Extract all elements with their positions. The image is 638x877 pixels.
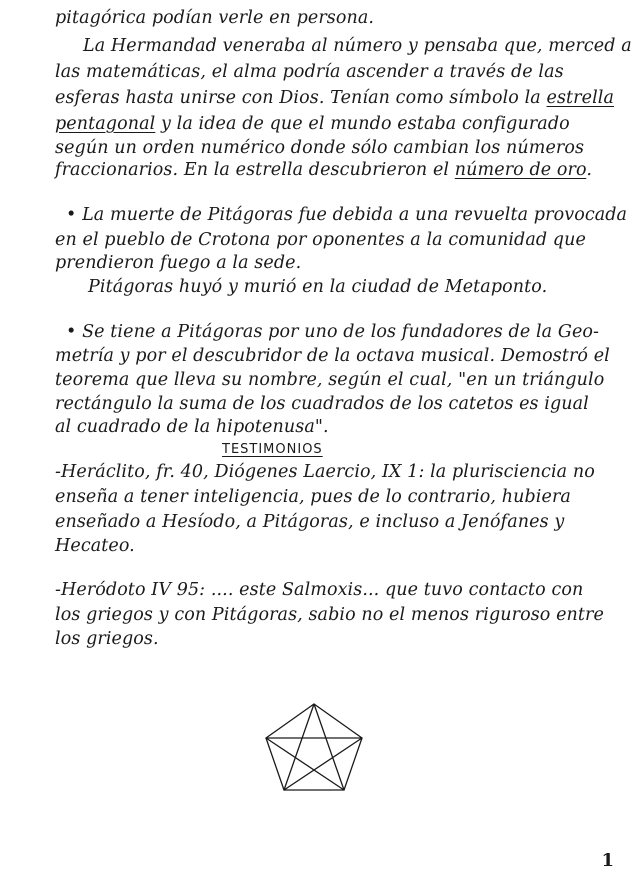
numero-de-oro-word: número de oro xyxy=(454,160,587,180)
para2-line-3: prendieron fuego a la sede. xyxy=(55,253,302,273)
testimony2-line-1: -Heródoto IV 95: .... este Salmoxis... que tuvo contacto con xyxy=(55,580,584,600)
testimony1-line-4: Hecateo. xyxy=(55,536,135,556)
para3-line-5: al cuadrado de la hipotenusa". xyxy=(55,417,329,437)
testimony1-line-2: enseña a tener inteligencia, pues de lo contrario, hubiera xyxy=(55,487,571,507)
testimony2-line-2: los griegos y con Pitágoras, sabio no el menos riguroso entre xyxy=(55,605,604,625)
testimony1-line-3: enseñado a Hesíodo, a Pitágoras, e incluso a Jenófanes y xyxy=(55,512,565,532)
para1-line-5-text: y la idea de que el mundo estaba configurado xyxy=(161,114,570,134)
pentagram-pentagon-drawing xyxy=(258,698,370,798)
para1-line-3: las matemáticas, el alma podría ascender a través de las xyxy=(55,62,564,82)
para1-line-4-text: esferas hasta unirse con Dios. Tenían como símbolo la xyxy=(55,88,541,108)
para3-line-3: teorema que lleva su nombre, según el cual, "en un triángulo xyxy=(55,370,605,390)
para2-line-1: • La muerte de Pitágoras fue debida a una revuelta provocada xyxy=(66,205,628,225)
para3-line-1: • Se tiene a Pitágoras por uno de los fundadores de la Geo- xyxy=(66,322,600,342)
estrella-word: estrella xyxy=(546,88,615,108)
para1-line-2: La Hermandad veneraba al número y pensaba que, merced a xyxy=(83,36,632,56)
para1-line-1: pitagórica podían verle en persona. xyxy=(55,8,375,28)
para3-line-4: rectángulo la suma de los cuadrados de los catetos es igual xyxy=(55,394,589,414)
page-number: 1 xyxy=(601,850,614,871)
pentagonal-word: pentagonal xyxy=(55,114,156,134)
para3-line-2: metría y por el descubridor de la octava musical. Demostró el xyxy=(55,346,610,366)
para1-line-7 xyxy=(55,158,592,182)
para2-line-2: en el pueblo de Crotona por oponentes a la comunidad que xyxy=(55,230,586,250)
para1-line-5 xyxy=(55,112,575,136)
para1-line-4 xyxy=(55,86,615,110)
section-title: TESTIMONIOS xyxy=(222,442,323,457)
para2-line-4: Pitágoras huyó y murió en la ciudad de Metaponto. xyxy=(88,277,548,297)
testimony1-line-1: -Heráclito, fr. 40, Diógenes Laercio, IX 1: la plurisciencia no xyxy=(55,462,595,482)
para1-line-7-text: fraccionarios. En la estrella descubrieron el xyxy=(55,160,450,180)
para1-line-6: según un orden numérico donde sólo cambian los números xyxy=(55,138,585,158)
star-outline xyxy=(266,704,362,790)
para1-period: . xyxy=(586,160,592,180)
testimony2-line-3: los griegos. xyxy=(55,629,159,649)
